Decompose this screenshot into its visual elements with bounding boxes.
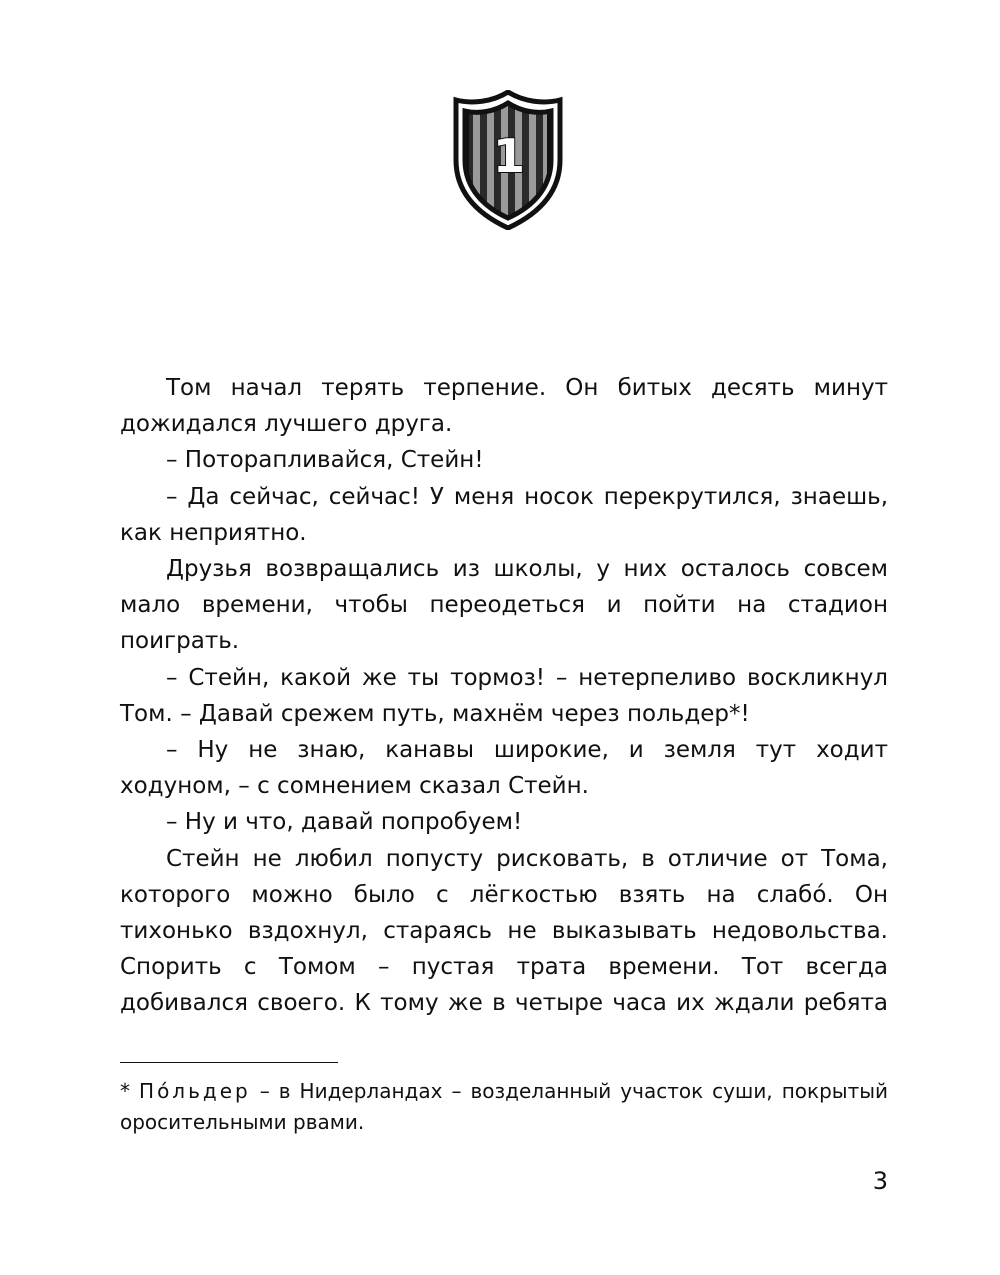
paragraph: – Стейн, какой же ты тормоз! – нетерпеливо воскликнул Том. – Давай срежем путь, махнём через польдер*! bbox=[120, 664, 888, 727]
paragraph: Том начал терять терпение. Он битых десять минут дожидался лучшего друга. bbox=[120, 375, 888, 438]
paragraph: Друзья возвращались из школы, у них осталось совсем мало времени, чтобы переодеться и пойти на стадион поиграть. bbox=[120, 556, 888, 655]
page-number: 3 bbox=[872, 1167, 888, 1195]
chapter-body bbox=[120, 370, 888, 1022]
footnote bbox=[120, 1076, 888, 1138]
chapter-number: 1 bbox=[492, 129, 526, 183]
footnote-divider bbox=[120, 1062, 338, 1063]
footnote-definition: – в Нидерландах – возделанный участок суши, покрытый оросительными рвами. bbox=[120, 1079, 889, 1134]
footnote-marker: * bbox=[120, 1079, 140, 1103]
paragraph: Стейн не любил попусту рисковать, в отличие от Тома, которого можно было с лёгкостью взять на слабо́. Он тихонько вздохнул, стараясь не выказывать недовольства. Спорить с Томом – пустая трата времени. Тот всегда добивался своего. К тому же в четыре часа их ждали ребята bbox=[120, 845, 888, 1017]
chapter-emblem bbox=[452, 90, 564, 230]
paragraph: – Да сейчас, сейчас! У меня носок перекрутился, знаешь, как неприятно. bbox=[120, 483, 888, 546]
paragraph: – Ну не знаю, канавы широкие, и земля тут ходит ходуном, – с сомнением сказал Стейн. bbox=[120, 737, 888, 800]
footnote-term: По́льдер bbox=[139, 1079, 251, 1103]
paragraph: – Поторапливайся, Стейн! bbox=[166, 447, 484, 474]
paragraph: – Ну и что, давай попробуем! bbox=[166, 809, 523, 836]
